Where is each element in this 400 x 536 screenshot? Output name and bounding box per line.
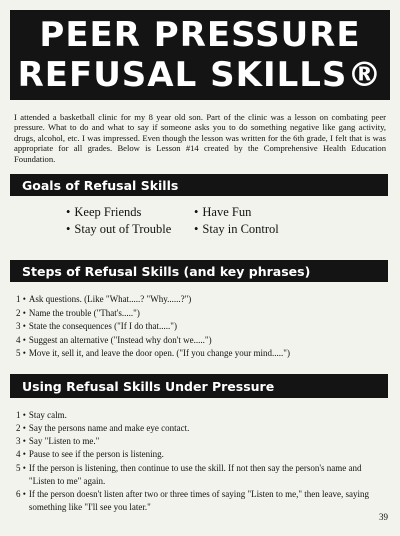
list-item (16, 293, 386, 307)
list-item (16, 307, 386, 321)
goal-label: Stay in Control (202, 221, 279, 236)
item-text: Suggest an alternative ("Instead why don't we.....") (28, 334, 212, 345)
goals-heading: Goals of Refusal Skills (10, 174, 388, 196)
item-number: 6 • (16, 488, 26, 499)
item-text: Move it, sell it, and leave the door open. ("If you change your mind.....") (28, 348, 290, 358)
goal-item (194, 222, 324, 238)
bullet-icon: • (66, 221, 71, 236)
goal-label: Keep Friends (74, 205, 142, 219)
list-item (16, 320, 386, 334)
list-item (16, 435, 384, 448)
bullet-icon: • (194, 221, 199, 236)
list-item (16, 347, 386, 361)
title-line-1: PEER PRESSURE (39, 15, 361, 55)
title-line-2: REFUSAL SKILLS® (17, 55, 383, 95)
pressure-list (16, 409, 384, 514)
goal-item (66, 222, 194, 238)
list-item (16, 462, 384, 488)
item-text: If the person doesn't listen after two or three times of saying "Listen to me," then leave, saying something like "I'll see you later." (28, 488, 370, 512)
intro-paragraph: I attended a basketball clinic for my 8 year old son. Part of the clinic was a lesson on combating peer pressure. What to do and what to say if someone asks you to do something negative like gang activity, drugs, alcohol, etc. I was impressed. Even though the lesson was written for the 6th grade, I felt that is was appropriate for all grades. Below is Lesson #14 created by the Comprehensive Health Education Foundation. (14, 112, 386, 164)
item-text: Stay calm. (28, 410, 67, 420)
title-banner (10, 10, 390, 100)
item-number: 1 • (16, 410, 26, 420)
item-number: 1 • (16, 294, 26, 304)
goals-list (66, 205, 326, 237)
goal-label: Stay out of Trouble (74, 221, 172, 236)
steps-list (16, 293, 386, 361)
list-item (16, 488, 384, 514)
goal-item (66, 205, 194, 221)
item-text: If the person is listening, then continue to use the skill. If not then say the person's name and "Listen to me" again. (28, 462, 362, 486)
list-item (16, 448, 384, 461)
item-text: Say "Listen to me." (28, 436, 100, 447)
item-number: 2 • (16, 423, 26, 434)
list-item (16, 334, 386, 348)
page-number: 39 (379, 512, 388, 522)
item-text: Pause to see if the person is listening. (28, 449, 164, 460)
item-number: 5 • (16, 462, 26, 473)
item-number: 4 • (16, 334, 26, 345)
list-item (16, 422, 384, 435)
steps-heading: Steps of Refusal Skills (and key phrases) (10, 260, 388, 282)
item-number: 3 • (16, 321, 26, 331)
list-item (16, 409, 384, 422)
item-text: Name the trouble ("That's.....") (28, 307, 140, 318)
item-number: 4 • (16, 449, 26, 460)
bullet-icon: • (66, 205, 71, 219)
item-text: Ask questions. (Like "What.....? "Why......?") (28, 294, 192, 304)
pressure-heading: Using Refusal Skills Under Pressure (10, 374, 388, 398)
item-text: State the consequences ("If I do that.....") (28, 321, 177, 331)
bullet-icon: • (194, 205, 199, 219)
item-text: Say the persons name and make eye contact. (28, 423, 190, 434)
goal-item (194, 205, 324, 221)
item-number: 5 • (16, 348, 26, 358)
item-number: 2 • (16, 307, 26, 318)
item-number: 3 • (16, 436, 26, 447)
goal-label: Have Fun (202, 205, 252, 219)
